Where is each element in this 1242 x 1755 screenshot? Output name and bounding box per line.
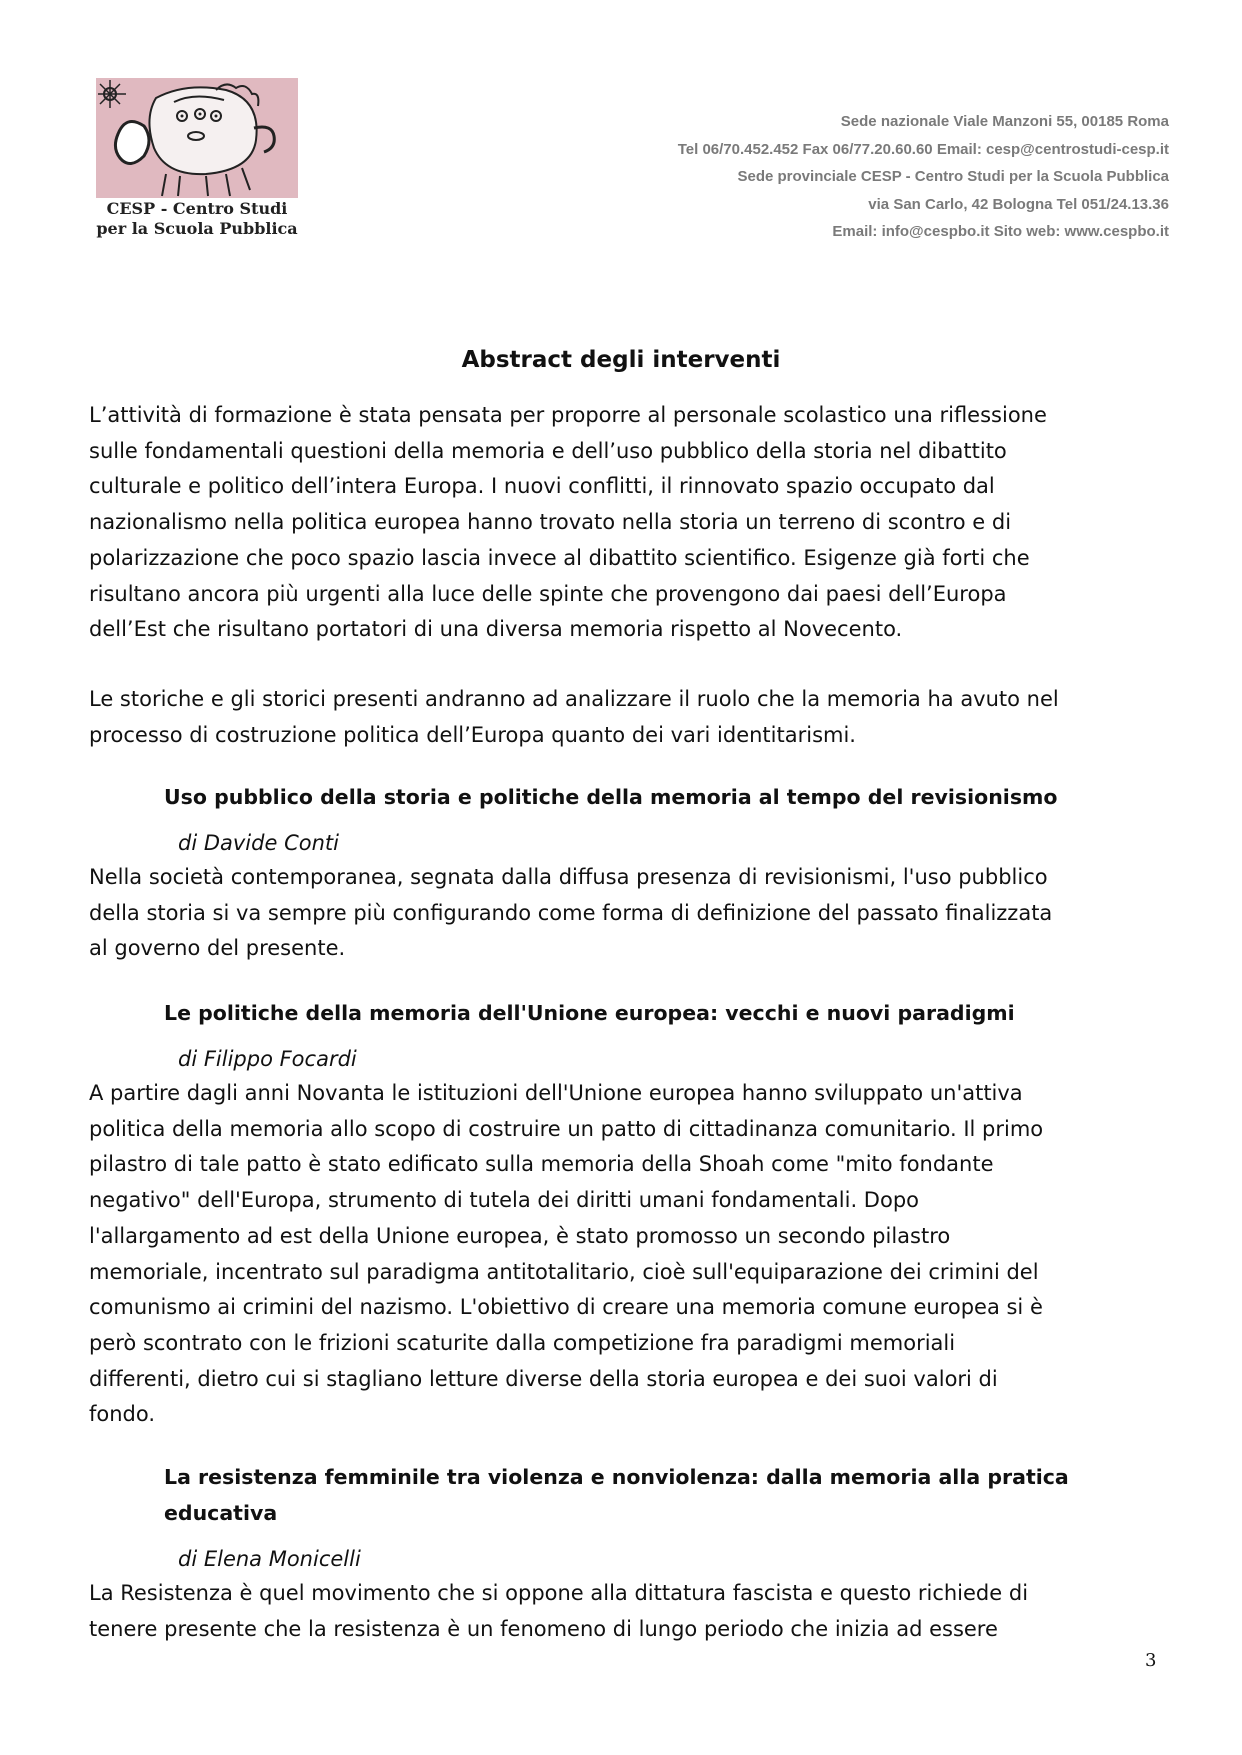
text-line: fondo. <box>89 1402 156 1427</box>
text-line: però scontrato con le frizioni scaturite dalla competizione fra paradigmi memoriali <box>89 1330 956 1355</box>
contact-line: Tel 06/70.452.452 Fax 06/77.20.60.60 Email: cesp@centrostudi-cesp.it <box>677 140 1169 158</box>
text-line: processo di costruzione politica dell’Europa quanto dei vari identitarismi. <box>89 722 856 747</box>
section-author: di Elena Monicelli <box>178 1547 361 1571</box>
text-line: politica della memoria allo scopo di costruire un patto di cittadinanza comunitario. Il primo <box>89 1116 1044 1141</box>
document-title: Abstract degli interventi <box>461 347 781 373</box>
text-line: negativo" dell'Europa, strumento di tutela dei diritti umani fondamentali. Dopo <box>89 1188 920 1213</box>
section-author: di Filippo Focardi <box>178 1047 357 1071</box>
text-line: Le storiche e gli storici presenti andranno ad analizzare il ruolo che la memoria ha avuto nel <box>89 687 1059 711</box>
section-title <box>164 996 1164 1032</box>
section-author: di Davide Conti <box>178 831 339 855</box>
section-title-line: Uso pubblico della storia e politiche della memoria al tempo del revisionismo <box>164 785 1058 809</box>
text-line: differenti, dietro cui si stagliano letture diverse della storia europea e dei suoi valori di <box>89 1366 998 1391</box>
text-line: polarizzazione che poco spazio lascia invece al dibattito scientifico. Esigenze già forti che <box>89 545 1030 570</box>
contact-line: Sede provinciale CESP - Centro Studi per la Scuola Pubblica <box>737 168 1169 185</box>
text-line: A partire dagli anni Novanta le istituzioni dell'Unione europea hanno sviluppato un'attiva <box>89 1081 1023 1105</box>
text-line: L’attività di formazione è stata pensata per proporre al personale scolastico una riflessione <box>89 403 1047 427</box>
contact-info <box>678 108 1169 246</box>
section-title-line: educativa <box>164 1500 278 1525</box>
section-title-line: Le politiche della memoria dell'Unione europea: vecchi e nuovi paradigmi <box>164 1001 1015 1025</box>
text-line: pilastro di tale patto è stato edificato sulla memoria della Shoah come "mito fondante <box>89 1152 994 1177</box>
text-line: Nella società contemporanea, segnata dalla diffusa presenza di revisionismi, l'uso pubblico <box>89 865 1048 889</box>
text-line: tenere presente che la resistenza è un fenomeno di lungo periodo che inizia ad essere <box>89 1616 998 1641</box>
section-title <box>164 780 1164 816</box>
text-line: risultano ancora più urgenti alla luce delle spinte che provengono dai paesi dell’Europa <box>89 581 1007 606</box>
section-title-line: La resistenza femminile tra violenza e nonviolenza: dalla memoria alla pratica <box>164 1465 1069 1489</box>
text-line: sulle fondamentali questioni della memoria e dell’uso pubblico della storia nel dibattito <box>89 438 1007 463</box>
logo-text-line1: CESP - Centro Studi <box>106 199 288 218</box>
text-line: La Resistenza è quel movimento che si oppone alla dittatura fascista e questo richiede di <box>89 1581 1029 1605</box>
text-line: dell’Est che risultano portatori di una diversa memoria rispetto al Novecento. <box>89 617 903 642</box>
contact-line: Sede nazionale Viale Manzoni 55, 00185 Roma <box>840 113 1169 130</box>
child-drawing-icon <box>96 78 298 198</box>
section-title <box>164 1460 1164 1531</box>
intro-paragraph-2 <box>89 682 1179 753</box>
intro-paragraph <box>89 398 1179 648</box>
section-body <box>89 1076 1179 1433</box>
text-line: nazionalismo nella politica europea hanno trovato nella storia un terreno di scontro e di <box>89 510 1012 535</box>
page-number: 3 <box>1145 1650 1157 1671</box>
contact-line: via San Carlo, 42 Bologna Tel 051/24.13.36 <box>868 195 1169 213</box>
text-line: della storia si va sempre più configurando come forma di definizione del passato finalizzata <box>89 900 1053 925</box>
logo-text-line2: per la Scuola Pubblica <box>96 219 298 238</box>
section-body <box>89 860 1179 967</box>
text-line: memoriale, incentrato sul paradigma antitotalitario, cioè sull'equiparazione dei crimini del <box>89 1259 1039 1284</box>
contact-line: Email: info@cespbo.it Sito web: www.cespbo.it <box>832 223 1169 240</box>
section-body <box>89 1576 1179 1647</box>
text-line: comunismo ai crimini del nazismo. L'obiettivo di creare una memoria comune europea si è <box>89 1295 1043 1320</box>
text-line: l'allargamento ad est della Unione europea, è stato promosso un secondo pilastro <box>89 1223 951 1248</box>
text-line: al governo del presente. <box>89 936 346 961</box>
text-line: culturale e politico dell’intera Europa. I nuovi conflitti, il rinnovato spazio occupato dal <box>89 474 995 499</box>
cesp-logo <box>96 78 298 242</box>
